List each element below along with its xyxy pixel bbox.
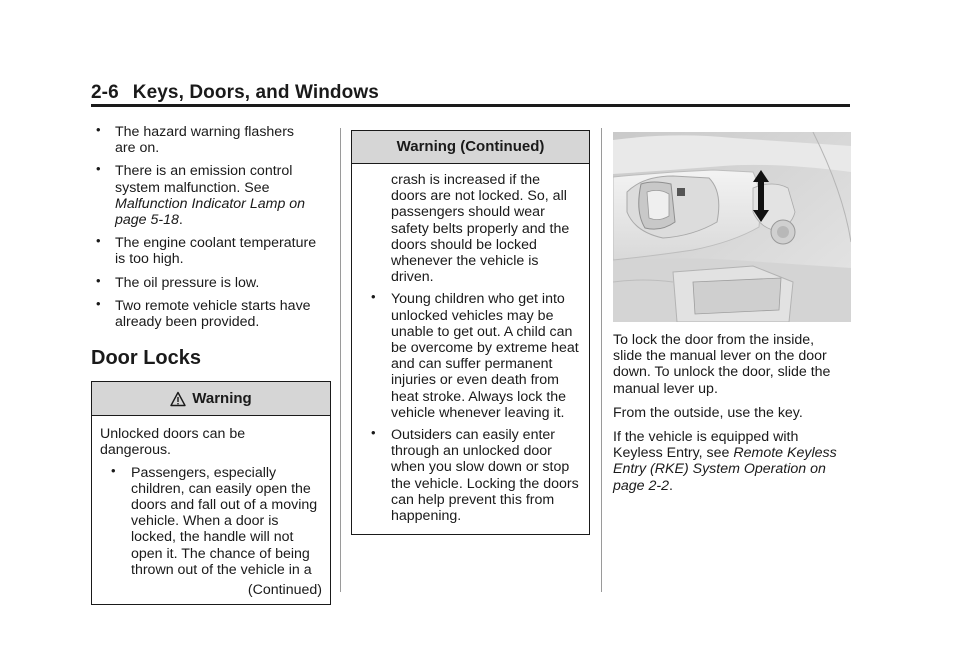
continued-label: (Continued) [247, 582, 322, 599]
warning-title: Warning [192, 389, 252, 407]
page-header [91, 82, 379, 104]
paragraph: To lock the door from the inside, slide the manual lever on the door down. To unlock the door, slide the manual lever up. [613, 332, 831, 397]
header-rule [91, 104, 850, 107]
cross-reference-page[interactable]: page 5-18 [115, 212, 179, 229]
warning-continued-box [351, 130, 590, 535]
list-item: • Young children who get into unlocked vehicles may be unable to get out. A child can be overcome by extreme heat and can suffer permanent injuries or even death from heat stroke. Always lock the vehicle whenever leaving it. [366, 291, 581, 421]
list-item: • Outsiders can easily enter through an unlocked door when you slow down or stop the vehicle. Locking the doors can help prevent this from happening. [366, 427, 581, 524]
cross-reference-link[interactable]: Remote Keyless [733, 445, 837, 462]
column-3 [613, 132, 851, 502]
warning-box [91, 381, 331, 605]
column-divider-2 [601, 128, 602, 592]
list-item: • The engine coolant temperature is too high. [91, 235, 331, 267]
list-item: • The hazard warning flashers are on. [91, 124, 331, 156]
chapter-title: Keys, Doors, and Windows [132, 82, 379, 103]
paragraph: If the vehicle is equipped with Keyless Entry, see Remote Keyless Entry (RKE) System Operation on page 2-2. [613, 429, 851, 494]
cross-reference-link[interactable]: Malfunction Indicator Lamp on [115, 195, 306, 212]
warning-body [92, 416, 330, 604]
warning-continued-body [352, 164, 589, 534]
warning-continued-header: Warning (Continued) [352, 131, 589, 164]
cross-reference-link[interactable]: Entry (RKE) System Operation on [613, 461, 826, 478]
list-item: • There is an emission control system malfunction. See Malfunction Indicator Lamp on page 5-18. [91, 163, 331, 228]
warning-intro: Unlocked doors can be dangerous. [100, 426, 246, 459]
column-1 [91, 124, 331, 605]
warning-lead: crash is increased if the doors are not locked. So, all passengers should wear safety belts properly and the doors should be locked whenever the vehicle is driven. [391, 172, 570, 286]
warning-header [92, 382, 330, 416]
cross-reference-page[interactable]: page 2-2 [613, 477, 670, 494]
warning-icon [170, 391, 186, 407]
page-number: 2-6 [91, 82, 119, 103]
column-2 [351, 130, 590, 535]
list-item: • The oil pressure is low. [91, 275, 331, 291]
column-divider-1 [340, 128, 341, 592]
section-title: Door Locks [91, 347, 202, 370]
list-item: • Passengers, especially children, can easily open the doors and fall out of a moving vehicle. When a door is locked, the handle will not open it. The chance of being thrown out of the vehicle in a [106, 465, 322, 578]
paragraph: From the outside, use the key. [613, 404, 803, 421]
list-item: • Two remote vehicle starts have already been provided. [91, 298, 331, 330]
door-lock-illustration [613, 132, 851, 322]
